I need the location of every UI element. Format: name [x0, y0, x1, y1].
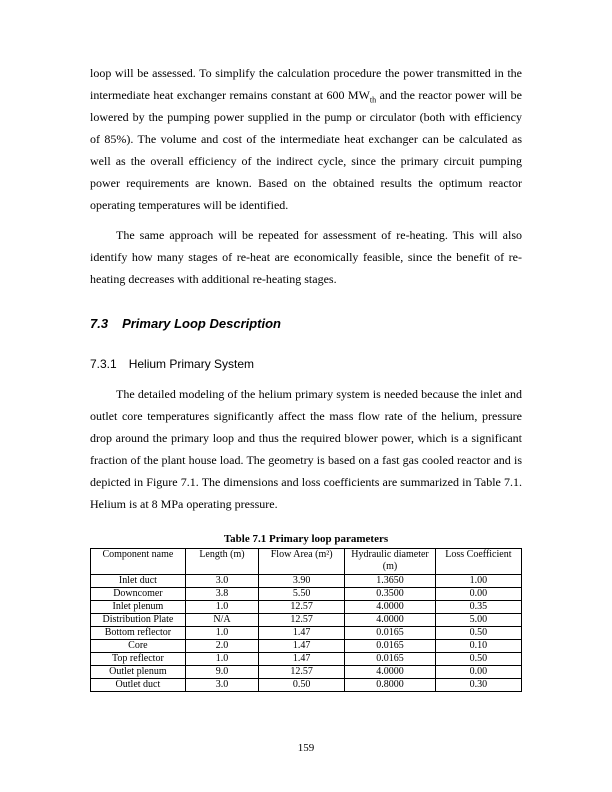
- table-cell: 1.00: [435, 575, 521, 588]
- table-cell: Inlet duct: [91, 575, 186, 588]
- table-cell: 3.0: [185, 575, 258, 588]
- table-cell: 5.50: [259, 588, 345, 601]
- table-cell: 0.3500: [345, 588, 436, 601]
- subsection-heading: [90, 357, 522, 371]
- subsection-title: Helium Primary System: [128, 357, 255, 371]
- table-cell: 0.0165: [345, 640, 436, 653]
- table-caption: Table 7.1 Primary loop parameters: [223, 533, 389, 545]
- table-cell: 12.57: [259, 666, 345, 679]
- table-row: [91, 601, 522, 614]
- table-cell: 0.50: [435, 653, 521, 666]
- page-number: 159: [297, 742, 315, 754]
- table-cell: 12.57: [259, 601, 345, 614]
- table-cell: 0.35: [435, 601, 521, 614]
- paragraph-1-text-after-subscript: and the reactor power will be lowered by the pumping power supplied in the pump or circulator (both with efficiency of 85%). The volume and cost of the intermediate heat exchanger can be calculated as well as the overall efficiency of the indirect cycle, since the primary circuit pumping power requirements are known. Based on the obtained results the optimum reactor operating temperatures will be identified.: [90, 88, 522, 212]
- table-cell: Core: [91, 640, 186, 653]
- table-cell: 0.50: [259, 679, 345, 692]
- table-cell: 0.10: [435, 640, 521, 653]
- table-cell: 1.47: [259, 627, 345, 640]
- table-row: [91, 614, 522, 627]
- table-cell: 3.90: [259, 575, 345, 588]
- table-cell: 0.00: [435, 666, 521, 679]
- table-header-row: [91, 549, 522, 575]
- column-header-hydraulic-diameter: Hydraulic diameter (m): [345, 549, 436, 575]
- table-row: [91, 575, 522, 588]
- paragraph-1-text-before-subscript: loop will be assessed. To simplify the calculation procedure the power transmitted in the intermediate heat exchanger remains constant at 600 MW: [90, 66, 522, 102]
- paragraph-2: The same approach will be repeated for assessment of re-heating. This will also identify how many stages of re-heat are economically feasible, since the benefit of re-heating decreases with additional re-heating stages.: [90, 228, 522, 286]
- table-row: [91, 679, 522, 692]
- table-cell: 0.8000: [345, 679, 436, 692]
- table-cell: 4.0000: [345, 614, 436, 627]
- table-cell: Top reflector: [91, 653, 186, 666]
- table-cell: 1.47: [259, 653, 345, 666]
- column-header-length: Length (m): [185, 549, 258, 575]
- table-cell: 0.0165: [345, 653, 436, 666]
- table-row: [91, 627, 522, 640]
- table-cell: 1.0: [185, 653, 258, 666]
- table-cell: N/A: [185, 614, 258, 627]
- table-row: [91, 666, 522, 679]
- table-row: [91, 640, 522, 653]
- paragraph-3: The detailed modeling of the helium primary system is needed because the inlet and outlet core temperatures significantly affect the mass flow rate of the helium, pressure drop around the primary loop and thus the required blower power, which is a significant fraction of the plant house load. The geometry is based on a fast gas cooled reactor and is depicted in Figure 7.1. The dimensions and loss coefficients are summarized in Table 7.1. Helium is at 8 MPa operating pressure.: [90, 387, 522, 511]
- table-row: [91, 653, 522, 666]
- table-row: [91, 588, 522, 601]
- table-cell: Outlet plenum: [91, 666, 186, 679]
- table-cell: 5.00: [435, 614, 521, 627]
- subsection-number: 7.3.1: [90, 357, 117, 371]
- column-header-flow-area: Flow Area (m²): [259, 549, 345, 575]
- table-cell: 1.0: [185, 627, 258, 640]
- table-cell: 0.0165: [345, 627, 436, 640]
- column-header-loss-coefficient: Loss Coefficient: [435, 549, 521, 575]
- table-cell: 12.57: [259, 614, 345, 627]
- table-cell: 1.0: [185, 601, 258, 614]
- table-cell: 0.30: [435, 679, 521, 692]
- primary-loop-parameters-table: [90, 548, 522, 692]
- subscript-th: th: [369, 95, 377, 105]
- table-cell: 1.47: [259, 640, 345, 653]
- paragraph-1: [90, 62, 522, 216]
- table-cell: 3.0: [185, 679, 258, 692]
- section-heading: [90, 316, 522, 331]
- table-cell: 0.50: [435, 627, 521, 640]
- table-cell: 2.0: [185, 640, 258, 653]
- table-cell: Inlet plenum: [91, 601, 186, 614]
- table-cell: Distribution Plate: [91, 614, 186, 627]
- page-content: [90, 62, 522, 692]
- table-cell: Bottom reflector: [91, 627, 186, 640]
- section-title: Primary Loop Description: [122, 316, 281, 331]
- table-cell: 3.8: [185, 588, 258, 601]
- table-cell: 0.00: [435, 588, 521, 601]
- section-number: 7.3: [90, 316, 109, 331]
- table-cell: 4.0000: [345, 601, 436, 614]
- table-cell: Outlet duct: [91, 679, 186, 692]
- table-cell: 4.0000: [345, 666, 436, 679]
- column-header-component-name: Component name: [91, 549, 186, 575]
- table-cell: 1.3650: [345, 575, 436, 588]
- table-cell: Downcomer: [91, 588, 186, 601]
- table-cell: 9.0: [185, 666, 258, 679]
